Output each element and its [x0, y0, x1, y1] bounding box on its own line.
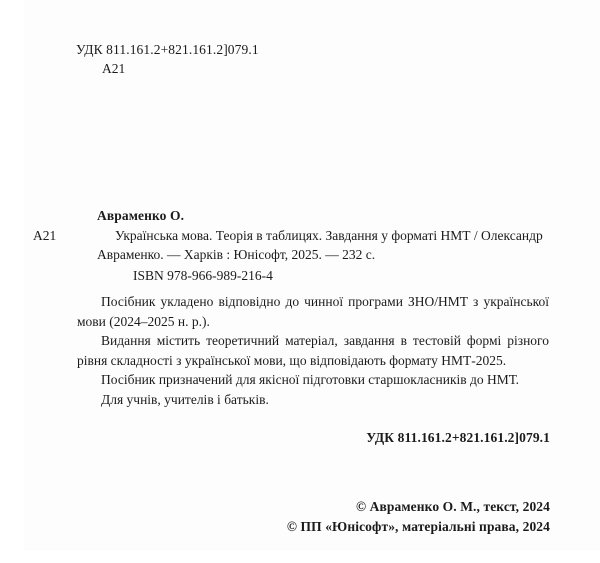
cip-block: [33, 206, 558, 285]
annotation-paragraph-2: Видання містить теоретичний матеріал, завдання в тестовій формі різного рівня складності з української мови, що відповідають формату НМТ-2025.: [77, 333, 549, 368]
udk-top-block: [76, 40, 259, 78]
annotation-paragraph-4: Для учнів, учителів і батьків.: [101, 391, 269, 407]
annotation-paragraph-3: Посібник призначений для якісної підготовки старшокласників до НМТ.: [101, 372, 520, 388]
author-code-top: А21: [102, 61, 126, 76]
scan-edge-left: [0, 0, 24, 563]
copyright-line-author: © Авраменко О. М., текст, 2024: [356, 499, 550, 514]
cip-body: [33, 226, 558, 264]
scan-edge-bottom: [0, 551, 600, 563]
udk-bottom-line: УДК 811.161.2+821.161.2]079.1: [366, 430, 550, 445]
udk-top-line: УДК 811.161.2+821.161.2]079.1: [76, 42, 259, 57]
copyright-line-publisher: © ПП «Юнісофт», матеріальні права, 2024: [286, 518, 550, 534]
copyright-block: [0, 497, 550, 536]
cip-shelfmark: А21: [33, 228, 57, 244]
cip-isbn: ISBN 978-966-989-216-4: [133, 267, 273, 283]
cip-description: Українська мова. Теорія в таблицях. Завдання у форматі НМТ / Олександр Авраменко. — Харків : Юнісофт, 2025. — 232 с.: [97, 228, 543, 263]
cip-author-heading: Авраменко О.: [97, 208, 185, 223]
annotation-block: [77, 292, 549, 410]
annotation-paragraph-1: Посібник укладено відповідно до чинної програми ЗНО/НМТ з української мови (2024–2025 н. р.).: [77, 294, 549, 329]
